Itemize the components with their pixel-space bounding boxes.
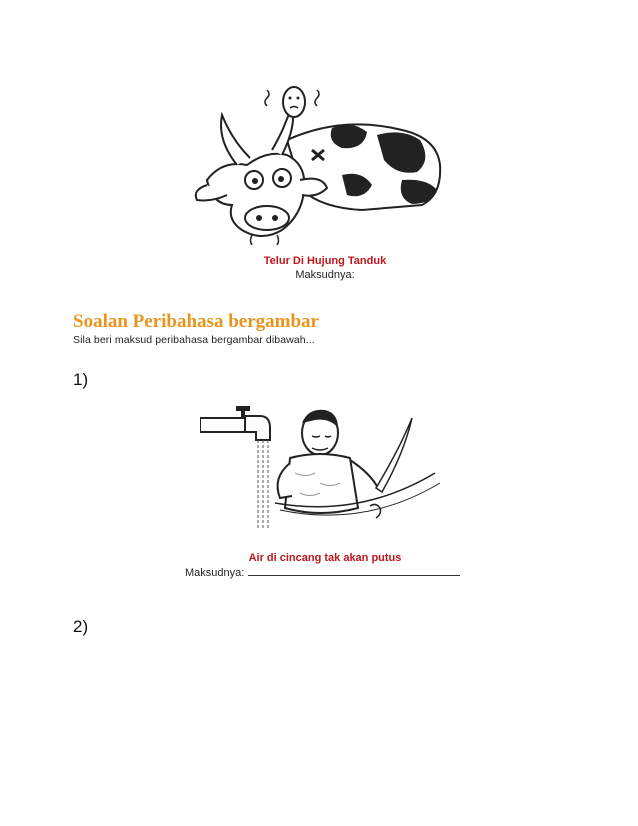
- proverb-title: Telur Di Hujung Tanduk: [263, 255, 387, 267]
- meaning-label: Maksudnya:: [295, 269, 355, 281]
- question-number-2: 2): [73, 617, 89, 636]
- answer-blank-line[interactable]: [248, 566, 460, 576]
- man-sword-water-tap-illustration: [200, 388, 445, 538]
- cow-egg-illustration: [192, 80, 442, 245]
- section-title: Soalan Peribahasa bergambar: [73, 311, 319, 332]
- question-1-meaning-label: Maksudnya:: [185, 567, 245, 579]
- instruction-text: Sila beri maksud peribahasa bergambar dibawah...: [73, 334, 315, 346]
- question-1-proverb-title: Air di cincang tak akan putus: [248, 552, 402, 564]
- question-number-1: 1): [73, 370, 89, 389]
- question-1-answer-line[interactable]: [185, 566, 460, 579]
